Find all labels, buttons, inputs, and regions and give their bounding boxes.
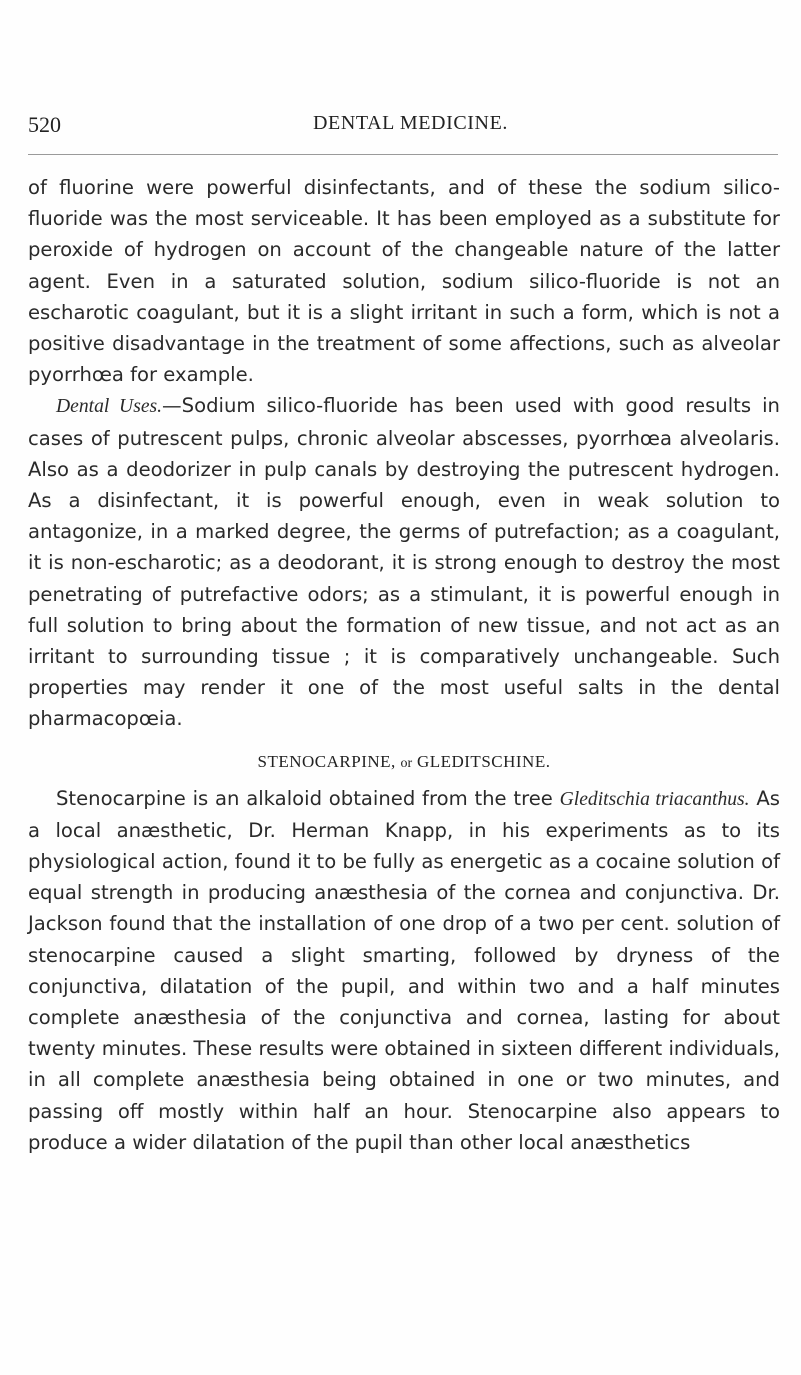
section-heading-stenocarpine: [28, 749, 780, 777]
section-heading-part2: GLEDITSCHINE.: [416, 751, 551, 771]
stenocarpine-text-rest: As a local anæsthetic, Dr. Herman Knapp, in his experiments as to its physiological action, found it to be fully as energetic as a cocaine solution of equal strength in producing anæsthesia of the cornea and conjunctiva. Dr. Jackson found that the installation of one drop of a two per cent. solution of stenocarpine caused a slight smarting, followed by dryness of the conjunctiva, dilatation of the pupil, and within two and a half minutes complete anæsthesia of the conjunctiva and cornea, lasting for about twenty minutes. These results were obtained in sixteen different individuals, in all complete anæsthesia being obtained in one or two minutes, and passing off mostly within half an hour. Stenocarpine also appears to produce a wider dilatation of the pupil than other local anæsthetics: [28, 786, 780, 1154]
species-name: Gleditschia triacanthus.: [559, 788, 750, 810]
section-heading-part1: STENOCARPINE,: [257, 751, 396, 771]
header-rule: [28, 154, 778, 155]
page-number: 520: [28, 112, 61, 137]
paragraph-stenocarpine: [28, 783, 780, 1158]
running-title: DENTAL MEDICINE.: [313, 112, 509, 134]
dental-uses-runin-heading: Dental Uses.: [56, 396, 163, 418]
paragraph-1: of fluorine were powerful disinfectants, and of these the sodium silico-fluoride was the most serviceable. It has been employed as a substitute for peroxide of hydrogen on account of the changeable nature of the latter agent. Even in a saturated solution, sodium silico-fluoride is not an escharotic coagulant, but it is a slight irritant in such a form, which is not a positive disadvantage in the treatment of some affections, such as alveolar pyorrhœa for example.: [28, 176, 780, 387]
stenocarpine-text-start: Stenocarpine is an alkaloid obtained from the tree: [56, 786, 560, 810]
paragraph-dental-uses: [28, 390, 780, 734]
dental-uses-text: —Sodium silico-fluoride has been used with good results in cases of putrescent pulps, chronic alveolar abscesses, pyorrhœa alveolaris. Also as a deodorizer in pulp canals by destroying the putrescent hydrogen. As a disinfectant, it is powerful enough, even in weak solution to antagonize, in a marked degree, the germs of putrefaction; as a coagulant, it is non-escharotic; as a deodorant, it is strong enough to destroy the most penetrating of putrefactive odors; as a stimulant, it is powerful enough in full solution to bring about the formation of new tissue, and not act as an irritant to surrounding tissue ; it is comparatively unchangeable. Such properties may render it one of the most useful salts in the dental pharmacopœia.: [28, 394, 780, 731]
body-text: [28, 172, 780, 1158]
running-head: [28, 112, 768, 142]
section-heading-or: or: [400, 755, 413, 771]
